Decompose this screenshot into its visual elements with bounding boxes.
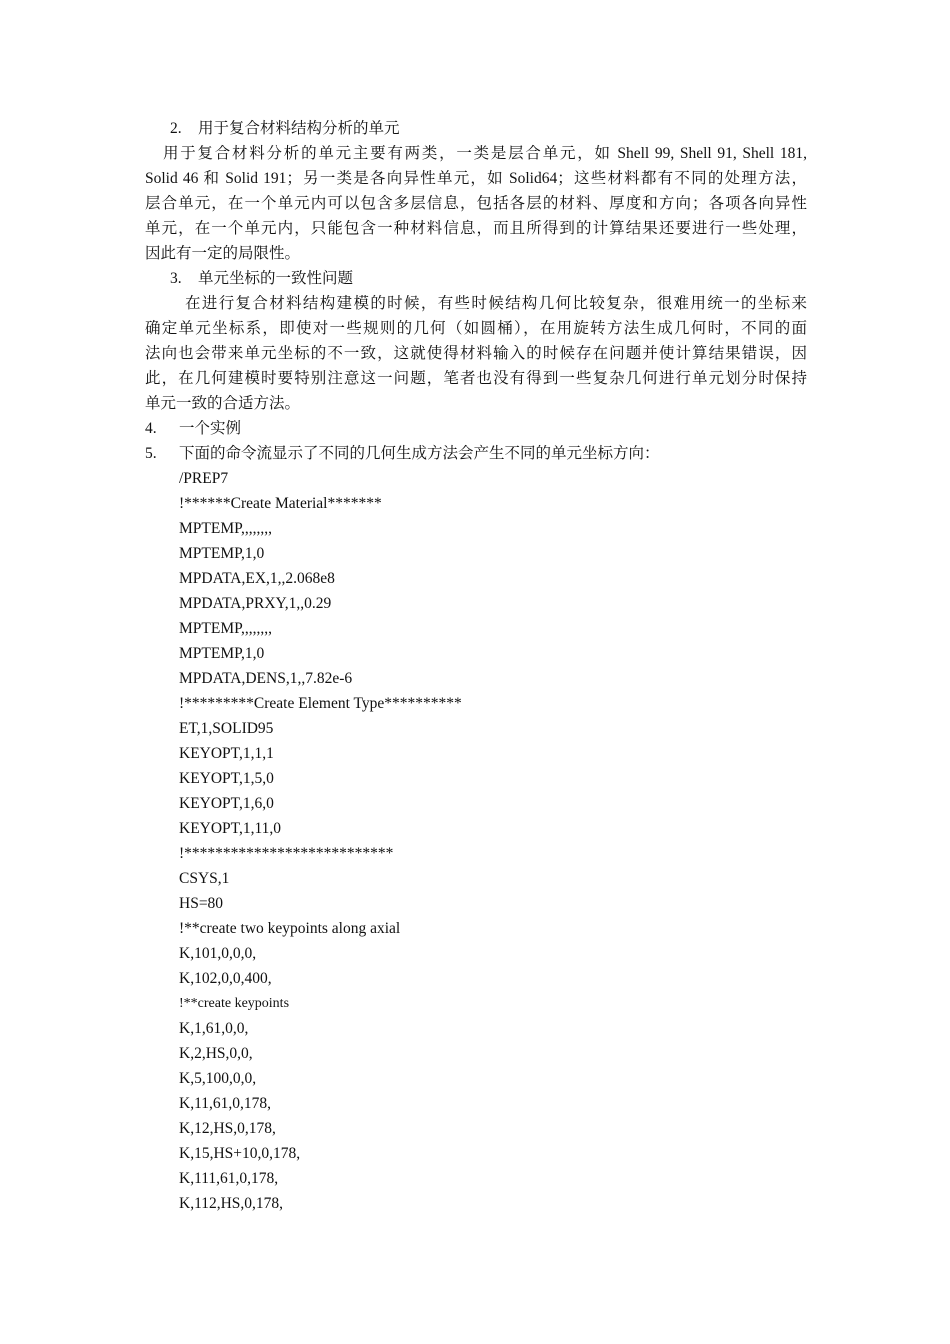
code-line-11: ET,1,SOLID95 — [179, 720, 274, 737]
code-line-6: MPDATA,PRXY,1,,0.29 — [179, 595, 332, 612]
section-3-line-2: 确定单元坐标系，即使对一些规则的几何（如圆桶），在用旋转方法生成几何时，不同的面 — [145, 320, 807, 337]
code-line-18: HS=80 — [179, 895, 224, 912]
code-line-22: !**create keypoints — [179, 996, 290, 1011]
code-line-13: KEYOPT,1,5,0 — [179, 770, 274, 787]
code-line-30: K,112,HS,0,178, — [179, 1195, 284, 1212]
section-3-line-5: 单元一致的合适方法。 — [145, 395, 301, 412]
code-line-15: KEYOPT,1,11,0 — [179, 820, 282, 837]
code-line-28: K,15,HS+10,0,178, — [179, 1145, 301, 1162]
section-2-line-3: 层合单元，在一个单元内可以包含多层信息，包括各层的材料、厚度和方向；各项各向异性 — [145, 195, 807, 212]
code-line-19: !**create two keypoints along axial — [179, 920, 401, 937]
code-line-2: !******Create Material******* — [179, 495, 382, 512]
code-line-25: K,5,100,0,0, — [179, 1070, 257, 1087]
code-line-3: MPTEMP,,,,,,,, — [179, 520, 273, 537]
section-3-line-4: 此，在几何建模时要特别注意这一问题，笔者也没有得到一些复杂几何进行单元划分时保持 — [145, 370, 807, 387]
code-line-14: KEYOPT,1,6,0 — [179, 795, 274, 812]
section-3-heading — [170, 266, 832, 291]
code-line-21: K,102,0,0,400, — [179, 970, 272, 987]
code-line-1: /PREP7 — [179, 470, 229, 487]
code-line-17: CSYS,1 — [179, 870, 230, 887]
code-line-27: K,12,HS,0,178, — [179, 1120, 276, 1137]
code-line-23: K,1,61,0,0, — [179, 1020, 249, 1037]
code-line-26: K,11,61,0,178, — [179, 1095, 271, 1112]
code-line-29: K,111,61,0,178, — [179, 1170, 279, 1187]
section-2-line-5: 因此有一定的局限性。 — [145, 245, 301, 262]
section-2-line-4: 单元，在一个单元内，只能包含一种材料信息，而且所得到的计算结果还要进行一些处理， — [145, 220, 807, 237]
list-item-4-number: 4. — [145, 420, 157, 437]
list-item-5 — [145, 441, 807, 466]
code-line-5: MPDATA,EX,1,,2.068e8 — [179, 570, 335, 587]
code-line-8: MPTEMP,1,0 — [179, 645, 265, 662]
section-2-title: 用于复合材料结构分析的单元 — [198, 120, 400, 137]
section-2-number: 2. — [170, 120, 182, 137]
section-3-number: 3. — [170, 270, 182, 287]
code-line-9: MPDATA,DENS,1,,7.82e-6 — [179, 670, 353, 687]
list-item-5-text: 下面的命令流显示了不同的几何生成方法会产生不同的单元坐标方向： — [179, 445, 660, 462]
code-line-20: K,101,0,0,0, — [179, 945, 257, 962]
code-line-24: K,2,HS,0,0, — [179, 1045, 253, 1062]
code-line-16: !*************************** — [179, 845, 394, 862]
code-line-7: MPTEMP,,,,,,,, — [179, 620, 273, 637]
section-2-heading — [170, 116, 832, 141]
code-line-12: KEYOPT,1,1,1 — [179, 745, 274, 762]
section-3-line-3: 法向也会带来单元坐标的不一致，这就使得材料输入的时候存在问题并使计算结果错误，因 — [145, 345, 807, 362]
code-line-4: MPTEMP,1,0 — [179, 545, 265, 562]
section-2-line-1: 用于复合材料分析的单元主要有两类，一类是层合单元，如 Shell 99, Shell 91, Shell 181, — [163, 145, 807, 162]
list-item-4 — [145, 416, 807, 441]
section-3-line-1: 在进行复合材料结构建模的时候，有些时候结构几何比较复杂，很难用统一的坐标来 — [185, 295, 807, 312]
list-item-5-number: 5. — [145, 445, 157, 462]
section-2-line-2: Solid 46 和 Solid 191；另一类是各向异性单元，如 Solid64；这些材料都有不同的处理方法， — [145, 170, 807, 187]
list-item-4-text: 一个实例 — [179, 420, 242, 437]
section-3-title: 单元坐标的一致性问题 — [198, 270, 354, 287]
code-line-10: !*********Create Element Type********** — [179, 695, 462, 712]
